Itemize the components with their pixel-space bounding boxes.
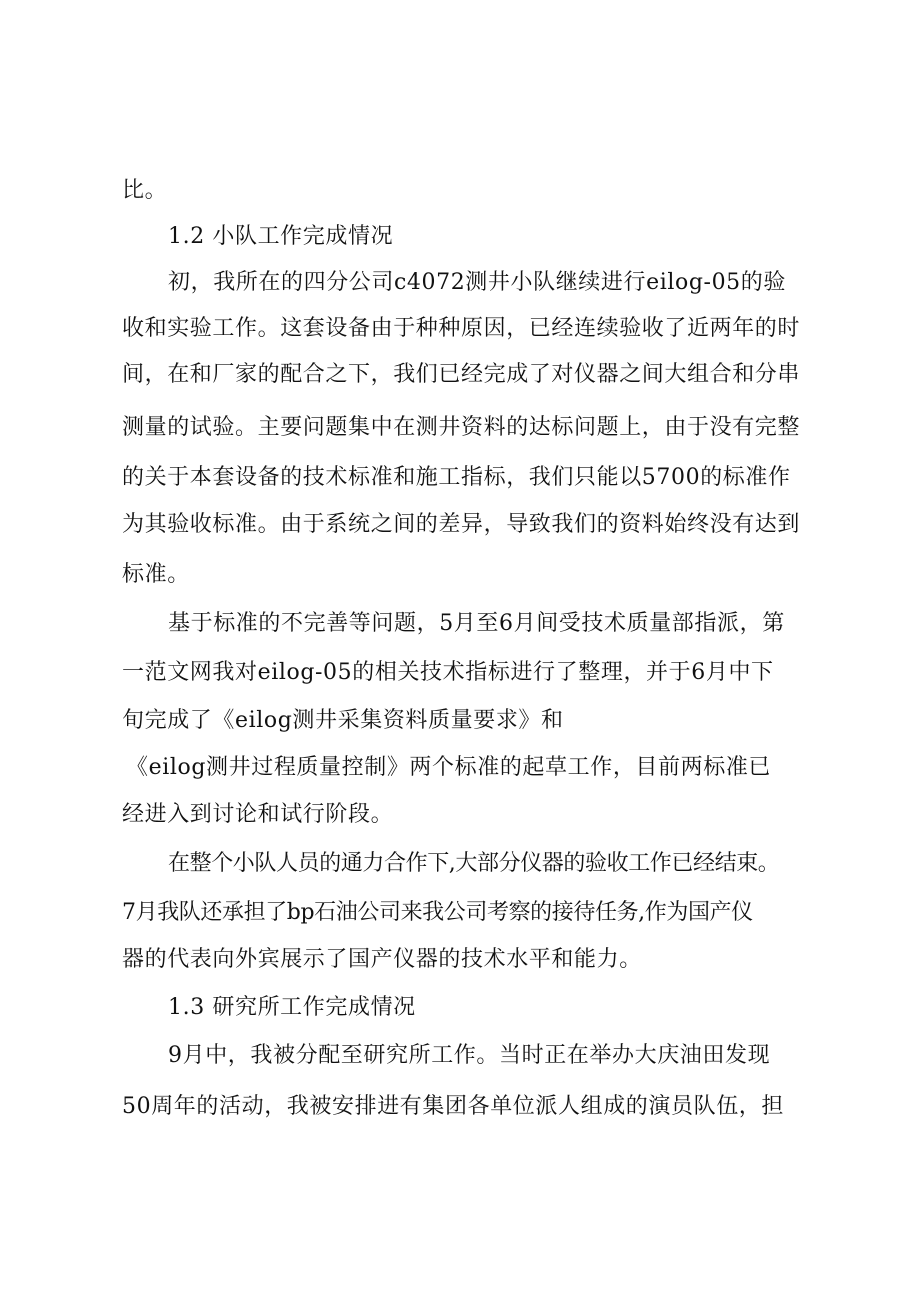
text-line: 50周年的活动，我被安排进有集团各单位派人组成的演员队伍，担 bbox=[122, 1094, 784, 1119]
text-line: 收和实验工作。这套设备由于种种原因，已经连续验收了近两年的时 bbox=[122, 316, 801, 341]
text-line: 在整个小队人员的通力合作下,大部分仪器的验收工作已经结束。 bbox=[168, 851, 780, 876]
text-line: 比。 bbox=[122, 178, 168, 203]
text-line: 一范文网我对eilog-05的相关技术指标进行了整理，并于6月中下 bbox=[122, 660, 774, 685]
text-line: 基于标准的不完善等问题，5月至6月间受技术质量部指派，第 bbox=[168, 611, 785, 636]
text-line: 的关于本套设备的技术标准和施工指标，我们只能以5700的标准作 bbox=[122, 465, 791, 490]
section-heading: 1.3 研究所工作完成情况 bbox=[168, 995, 416, 1020]
text-line: 《eilog测井过程质量控制》两个标准的起草工作，目前两标准已 bbox=[126, 755, 772, 780]
text-line: 旬完成了《eilog测井采集资料质量要求》和 bbox=[122, 708, 564, 733]
section-heading: 1.2 小队工作完成情况 bbox=[168, 224, 394, 249]
text-line: 经进入到讨论和试行阶段。 bbox=[122, 802, 394, 827]
text-line: 测量的试验。主要问题集中在测井资料的达标问题上，由于没有完整 bbox=[122, 415, 801, 440]
text-line: 为其验收标准。由于系统之间的差异，导致我们的资料始终没有达到 bbox=[122, 512, 801, 537]
text-line: 间，在和厂家的配合之下，我们已经完成了对仪器之间大组合和分串 bbox=[122, 362, 801, 387]
text-line: 标准。 bbox=[122, 562, 190, 587]
text-line: 初，我所在的四分公司c4072测井小队继续进行eilog-05的验 bbox=[168, 270, 786, 295]
text-line: 9月中，我被分配至研究所工作。当时正在举办大庆油田发现 bbox=[168, 1043, 771, 1068]
text-line: 7月我队还承担了bp石油公司来我公司考察的接待任务,作为国产仪 bbox=[122, 900, 753, 925]
text-line: 器的代表向外宾展示了国产仪器的技术水平和能力。 bbox=[122, 947, 642, 972]
